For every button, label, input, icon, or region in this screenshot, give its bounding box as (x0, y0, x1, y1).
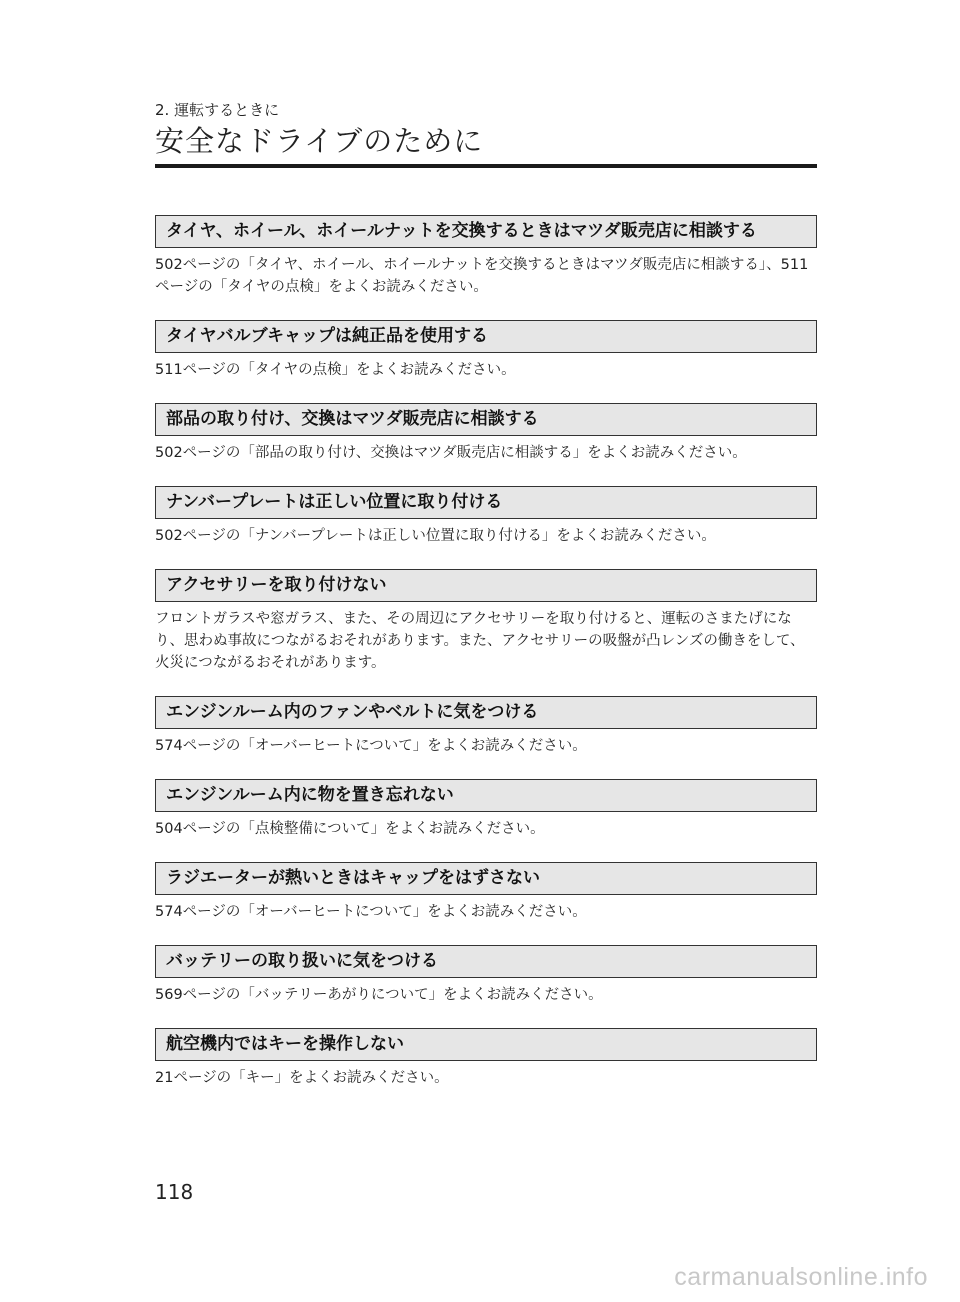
chapter-label: 2. 運転するときに (155, 101, 280, 119)
section-list (155, 215, 817, 1089)
section-heading: バッテリーの取り扱いに気をつける (155, 945, 817, 978)
section-body: 21ページの「キー」をよくお読みください。 (155, 1070, 449, 1086)
section-engine-fan (155, 696, 817, 757)
section-body: 502ページの「ナンバープレートは正しい位置に取り付ける」をよくお読みください。 (155, 528, 716, 544)
section-parts-install (155, 403, 817, 464)
section-heading: 航空機内ではキーを操作しない (155, 1028, 817, 1061)
section-spacer (155, 381, 817, 403)
section-spacer (155, 298, 817, 320)
section-body: 502ページの「部品の取り付け、交換はマツダ販売店に相談する」をよくお読みください。 (155, 445, 747, 461)
section-body: 574ページの「オーバーヒートについて」をよくお読みください。 (155, 738, 587, 754)
manual-page (155, 100, 817, 1089)
section-body: 504ページの「点検整備について」をよくお読みください。 (155, 821, 545, 837)
section-spacer (155, 757, 817, 779)
section-heading: ナンバープレートは正しい位置に取り付ける (155, 486, 817, 519)
section-spacer (155, 464, 817, 486)
watermark: carmanualsonline.info (674, 1263, 928, 1291)
page-title: 安全なドライブのために (155, 124, 484, 158)
section-heading: タイヤバルブキャップは純正品を使用する (155, 320, 817, 353)
section-spacer (155, 840, 817, 862)
section-body: 511ページの「タイヤの点検」をよくお読みください。 (155, 362, 516, 378)
section-heading: ラジエーターが熱いときはキャップをはずさない (155, 862, 817, 895)
section-spacer (155, 923, 817, 945)
section-body: 574ページの「オーバーヒートについて」をよくお読みください。 (155, 904, 587, 920)
section-body: 569ページの「バッテリーあがりについて」をよくお読みください。 (155, 987, 603, 1003)
section-aircraft-key (155, 1028, 817, 1089)
title-rule (155, 164, 817, 168)
section-heading: エンジンルーム内のファンやベルトに気をつける (155, 696, 817, 729)
section-tire-replacement (155, 215, 817, 298)
section-heading: 部品の取り付け、交換はマツダ販売店に相談する (155, 403, 817, 436)
section-license-plate (155, 486, 817, 547)
section-battery (155, 945, 817, 1006)
section-body: フロントガラスや窓ガラス、また、その周辺にアクセサリーを取り付けると、運転のさまたげになり、思わぬ事故につながるおそれがあります。また、アクセサリーの吸盤が凸レンズの働きをして、火災につながるおそれがあります。 (155, 611, 805, 671)
section-heading: タイヤ、ホイール、ホイールナットを交換するときはマツダ販売店に相談する (155, 215, 817, 248)
section-heading: アクセサリーを取り付けない (155, 569, 817, 602)
section-valve-cap (155, 320, 817, 381)
page-number: 118 (155, 1180, 194, 1204)
section-heading: エンジンルーム内に物を置き忘れない (155, 779, 817, 812)
section-accessories (155, 569, 817, 674)
section-spacer (155, 547, 817, 569)
section-spacer (155, 1006, 817, 1028)
section-engine-objects (155, 779, 817, 840)
section-spacer (155, 674, 817, 696)
section-body: 502ページの「タイヤ、ホイール、ホイールナットを交換するときはマツダ販売店に相談する」、511ページの「タイヤの点検」をよくお読みください。 (155, 257, 809, 295)
section-radiator-cap (155, 862, 817, 923)
